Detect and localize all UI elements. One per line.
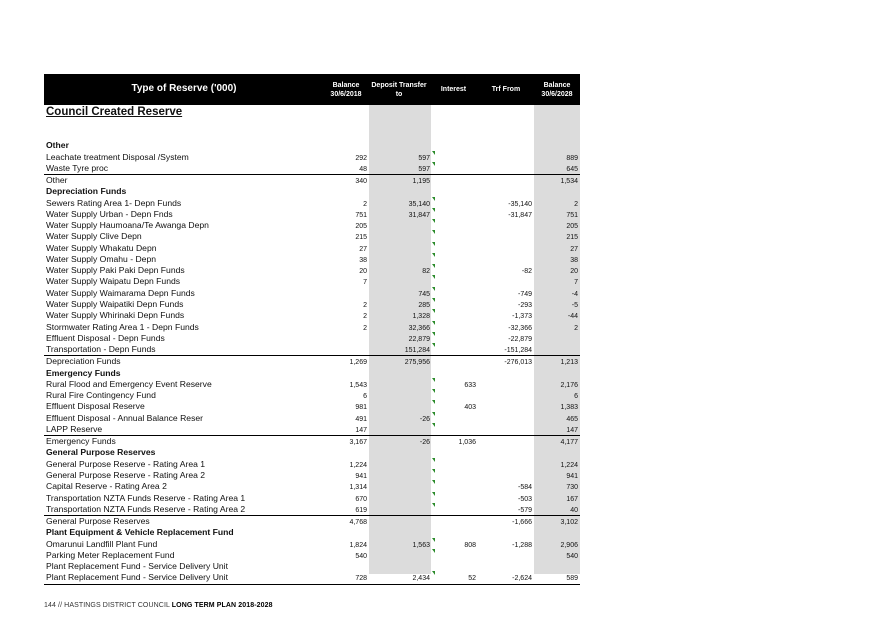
row-label: Water Supply Waipatiki Depn Funds [46, 298, 184, 309]
comment-marker-icon [432, 321, 435, 325]
table-row [44, 504, 580, 515]
balance-2028-cell: 20 [570, 268, 578, 276]
footer-plan-title: LONG TERM PLAN 2018-2028 [171, 602, 273, 609]
balance-2018-cell: 3,167 [349, 439, 367, 447]
balance-2018-cell: 2 [363, 200, 367, 208]
balance-2028-cell: 6 [574, 393, 578, 401]
balance-2028-cell: 215 [566, 234, 578, 242]
table-row [44, 243, 580, 254]
table-row [44, 379, 580, 390]
table-row [44, 231, 580, 242]
comment-marker-icon [432, 332, 435, 336]
balance-2028-cell: 2 [574, 200, 578, 208]
trf-from-cell: -1,666 [512, 519, 532, 527]
col-balance-2018-line1: Balance [332, 82, 360, 89]
row-label: LAPP Reserve [46, 423, 103, 434]
comment-marker-icon [432, 571, 435, 575]
trf-from-cell: -82 [521, 268, 532, 276]
col-balance-2018-line2: 30/6/2018 [330, 91, 362, 98]
col-deposit-header [367, 81, 431, 99]
deposit-cell: 2,434 [412, 575, 430, 583]
table-row [44, 572, 580, 583]
comment-marker-icon [432, 219, 435, 223]
row-label: Rural Flood and Emergency Event Reserve [46, 378, 212, 389]
subtotal-row [44, 355, 580, 367]
deposit-cell: 275,956 [404, 359, 430, 367]
balance-2028-cell: 941 [566, 472, 578, 480]
table-row [44, 493, 580, 504]
comment-marker-icon [432, 400, 435, 404]
section-heading [44, 447, 580, 458]
balance-2028-cell: 2 [574, 324, 578, 332]
col-balance-2028-line1: Balance [543, 82, 571, 89]
row-label: General Purpose Reserve - Rating Area 1 [46, 458, 206, 469]
table-row [44, 550, 580, 561]
row-label: Water Supply Clive Depn [46, 231, 142, 242]
trf-from-cell: -584 [517, 484, 532, 492]
comment-marker-icon [432, 253, 435, 257]
row-label: Transportation NZTA Funds Reserve - Rating Area 2 [46, 503, 246, 514]
balance-2018-cell: 491 [355, 415, 367, 423]
balance-2028-cell: 2,906 [560, 541, 578, 549]
row-label: Water Supply Whakatu Depn [46, 242, 157, 253]
table-header [44, 74, 580, 105]
row-label: Plant Equipment & Vehicle Replacement Fund [46, 527, 234, 538]
balance-2018-cell: 340 [355, 178, 367, 186]
balance-2028-cell: 38 [570, 256, 578, 264]
balance-2018-cell: 38 [359, 256, 367, 264]
comment-marker-icon [432, 230, 435, 234]
footer-prefix: 144 // HASTINGS DISTRICT COUNCIL [44, 602, 172, 609]
deposit-cell: 1,195 [412, 178, 430, 186]
balance-2018-cell: 215 [355, 234, 367, 242]
row-label: Water Supply Haumoana/Te Awanga Depn [46, 220, 209, 231]
table-row [44, 401, 580, 412]
row-label: General Purpose Reserves [46, 516, 150, 527]
balance-2018-cell: 1,224 [349, 461, 367, 469]
balance-2018-cell: 205 [355, 223, 367, 231]
deposit-cell: 31,847 [408, 211, 430, 219]
balance-2028-cell: 889 [566, 154, 578, 162]
table-rows [44, 129, 580, 585]
table-row [44, 220, 580, 231]
col-deposit-line2: to [395, 91, 403, 98]
table-title: Council Created Reserve [46, 106, 183, 118]
row-label: Waste Tyre proc [46, 162, 109, 173]
deposit-cell: 32,366 [408, 324, 430, 332]
section-heading [44, 368, 580, 379]
comment-marker-icon [432, 458, 435, 462]
balance-2028-cell: 205 [566, 223, 578, 231]
row-label: Water Supply Urban - Depn Fnds [46, 208, 173, 219]
row-label: Water Supply Whirinaki Depn Funds [46, 310, 185, 321]
table-row [44, 322, 580, 333]
trf-from-cell: -1,373 [512, 313, 532, 321]
row-label: Depreciation Funds [46, 356, 121, 367]
interest-cell: 1,036 [458, 439, 476, 447]
balance-2028-cell: -5 [571, 301, 578, 309]
balance-2028-cell: 167 [566, 495, 578, 503]
interest-cell: 633 [464, 381, 476, 389]
balance-2018-cell: 20 [359, 268, 367, 276]
balance-2018-cell: 670 [355, 495, 367, 503]
row-label: Water Supply Omahu - Depn [46, 253, 157, 264]
row-label: Transportation NZTA Funds Reserve - Rating Area 1 [46, 492, 246, 503]
table-row [44, 276, 580, 287]
trf-from-cell: -31,847 [508, 211, 532, 219]
table-row [44, 424, 580, 435]
section-heading [44, 140, 580, 151]
table-row [44, 265, 580, 276]
balance-2018-cell: 2 [363, 324, 367, 332]
balance-2018-cell: 941 [355, 472, 367, 480]
row-label: Leachate treatment Disposal /System [46, 151, 189, 162]
table-row [44, 129, 580, 140]
deposit-cell: 597 [418, 165, 430, 173]
table-row [44, 539, 580, 550]
interest-cell: 52 [468, 575, 476, 583]
balance-2018-cell: 751 [355, 211, 367, 219]
row-label: Depreciation Funds [46, 186, 127, 197]
table-body [44, 105, 580, 583]
trf-from-cell: -32,366 [508, 324, 532, 332]
row-label: Water Supply Waimarama Depn Funds [46, 287, 195, 298]
balance-2028-cell: 589 [566, 575, 578, 583]
balance-2018-cell: 27 [359, 245, 367, 253]
section-heading [44, 527, 580, 538]
comment-marker-icon [432, 162, 435, 166]
balance-2028-cell: 1,213 [560, 359, 578, 367]
comment-marker-icon [432, 343, 435, 347]
balance-2028-cell: 645 [566, 165, 578, 173]
table-row [44, 333, 580, 344]
trf-from-cell: -1,288 [512, 541, 532, 549]
page-footer [44, 602, 273, 609]
balance-2018-cell: 2 [363, 301, 367, 309]
balance-2028-cell: 40 [570, 506, 578, 514]
balance-2028-cell: -4 [571, 290, 578, 298]
table-row [44, 152, 580, 163]
balance-2018-cell: 2 [363, 313, 367, 321]
balance-2028-cell: 730 [566, 484, 578, 492]
interest-cell: 403 [464, 404, 476, 412]
deposit-cell: 745 [418, 290, 430, 298]
comment-marker-icon [432, 242, 435, 246]
deposit-cell: 1,563 [412, 541, 430, 549]
table-row [44, 288, 580, 299]
balance-2018-cell: 292 [355, 154, 367, 162]
table-row [44, 209, 580, 220]
deposit-cell: 22,879 [408, 335, 430, 343]
balance-2028-cell: 540 [566, 552, 578, 560]
balance-2028-cell: 465 [566, 415, 578, 423]
deposit-cell: 35,140 [408, 200, 430, 208]
balance-2028-cell: -44 [567, 313, 578, 321]
row-label: Effluent Disposal - Annual Balance Reser [46, 412, 204, 423]
row-label: Plant Replacement Fund - Service Delivery Unit [46, 572, 228, 583]
table-row [44, 481, 580, 492]
balance-2028-cell: 147 [566, 426, 578, 434]
row-label: Capital Reserve - Rating Area 2 [46, 481, 167, 492]
col-balance-2028-header [534, 81, 580, 99]
balance-2028-cell: 2,176 [560, 381, 578, 389]
col-interest-header: Interest [440, 86, 467, 93]
trf-from-cell: -22,879 [508, 335, 532, 343]
balance-2018-cell: 1,543 [349, 381, 367, 389]
trf-from-cell: -503 [517, 495, 532, 503]
row-label: Transportation - Depn Funds [46, 344, 156, 355]
balance-2018-cell: 1,824 [349, 541, 367, 549]
row-label: Omarunui Landfill Plant Fund [46, 538, 158, 549]
table-row [44, 299, 580, 310]
comment-marker-icon [432, 538, 435, 542]
table-row [44, 310, 580, 321]
col-balance-2018-header [325, 81, 367, 99]
trf-from-cell: -2,624 [512, 575, 532, 583]
table-row [44, 198, 580, 209]
balance-2028-cell: 1,383 [560, 404, 578, 412]
balance-2018-cell: 4,768 [349, 519, 367, 527]
trf-from-cell: -749 [517, 290, 532, 298]
table-row [44, 344, 580, 355]
comment-marker-icon [432, 549, 435, 553]
balance-2018-cell: 1,269 [349, 359, 367, 367]
comment-marker-icon [432, 287, 435, 291]
col-type-header: Type of Reserve ('000) [131, 83, 237, 94]
row-label: Effluent Disposal - Depn Funds [46, 332, 165, 343]
trf-from-cell: -276,013 [504, 359, 532, 367]
row-label: Rural Fire Contingency Fund [46, 390, 156, 401]
table-row [44, 254, 580, 265]
balance-2018-cell: 981 [355, 404, 367, 412]
deposit-cell: -26 [419, 439, 430, 447]
balance-2028-cell: 3,102 [560, 519, 578, 527]
balance-2028-cell: 7 [574, 279, 578, 287]
balance-2018-cell: 48 [359, 165, 367, 173]
table-row [44, 470, 580, 481]
balance-2018-cell: 1,314 [349, 484, 367, 492]
row-label: Emergency Funds [46, 436, 116, 447]
row-label: Plant Replacement Fund - Service Delivery Unit [46, 561, 228, 572]
section-heading [44, 186, 580, 197]
table-row [44, 459, 580, 470]
comment-marker-icon [432, 469, 435, 473]
row-label: Sewers Rating Area 1- Depn Funds [46, 197, 182, 208]
deposit-cell: 151,284 [404, 347, 430, 355]
comment-marker-icon [432, 389, 435, 393]
comment-marker-icon [432, 275, 435, 279]
table-row [44, 390, 580, 401]
balance-2018-cell: 6 [363, 393, 367, 401]
row-label: Parking Meter Replacement Fund [46, 549, 175, 560]
table-row [44, 561, 580, 572]
balance-2028-cell: 1,224 [560, 461, 578, 469]
col-deposit-line1: Deposit Transfer [371, 82, 427, 89]
col-balance-2028-line2: 30/6/2028 [541, 91, 573, 98]
subtotal-row [44, 174, 580, 186]
deposit-cell: 1,328 [412, 313, 430, 321]
row-label: Water Supply Paki Paki Depn Funds [46, 265, 185, 276]
row-label: Stormwater Rating Area 1 - Depn Funds [46, 321, 199, 332]
comment-marker-icon [432, 151, 435, 155]
balance-2018-cell: 7 [363, 279, 367, 287]
comment-marker-icon [432, 423, 435, 427]
deposit-cell: 82 [422, 268, 430, 276]
row-label: Water Supply Waipatu Depn Funds [46, 276, 181, 287]
row-label: General Purpose Reserves [46, 447, 156, 458]
row-label: Emergency Funds [46, 367, 121, 378]
row-label: Other [46, 140, 69, 151]
balance-2018-cell: 728 [355, 575, 367, 583]
comment-marker-icon [432, 208, 435, 212]
row-label: General Purpose Reserve - Rating Area 2 [46, 469, 206, 480]
deposit-cell: 285 [418, 301, 430, 309]
comment-marker-icon [432, 492, 435, 496]
balance-2028-cell: 1,534 [560, 178, 578, 186]
col-trf-from-header: Trf From [491, 86, 521, 93]
comment-marker-icon [432, 298, 435, 302]
table-row [44, 163, 580, 174]
comment-marker-icon [432, 412, 435, 416]
subtotal-row [44, 435, 580, 447]
trf-from-cell: -35,140 [508, 200, 532, 208]
balance-2028-cell: 27 [570, 245, 578, 253]
balance-2028-cell: 751 [566, 211, 578, 219]
row-label: Effluent Disposal Reserve [46, 401, 145, 412]
row-label: Other [46, 175, 68, 186]
comment-marker-icon [432, 309, 435, 313]
interest-cell: 808 [464, 541, 476, 549]
trf-from-cell: -579 [517, 506, 532, 514]
comment-marker-icon [432, 503, 435, 507]
table-row [44, 413, 580, 424]
trf-from-cell: -151,284 [504, 347, 532, 355]
trf-from-cell: -293 [517, 301, 532, 309]
balance-2018-cell: 147 [355, 426, 367, 434]
balance-2018-cell: 540 [355, 552, 367, 560]
comment-marker-icon [432, 480, 435, 484]
comment-marker-icon [432, 264, 435, 268]
reserve-table [44, 74, 580, 583]
subtotal-row [44, 515, 580, 527]
comment-marker-icon [432, 197, 435, 201]
table-bottom-rule [44, 584, 580, 585]
deposit-cell: -26 [419, 415, 430, 423]
deposit-cell: 597 [418, 154, 430, 162]
comment-marker-icon [432, 378, 435, 382]
balance-2018-cell: 619 [355, 506, 367, 514]
balance-2028-cell: 4,177 [560, 439, 578, 447]
